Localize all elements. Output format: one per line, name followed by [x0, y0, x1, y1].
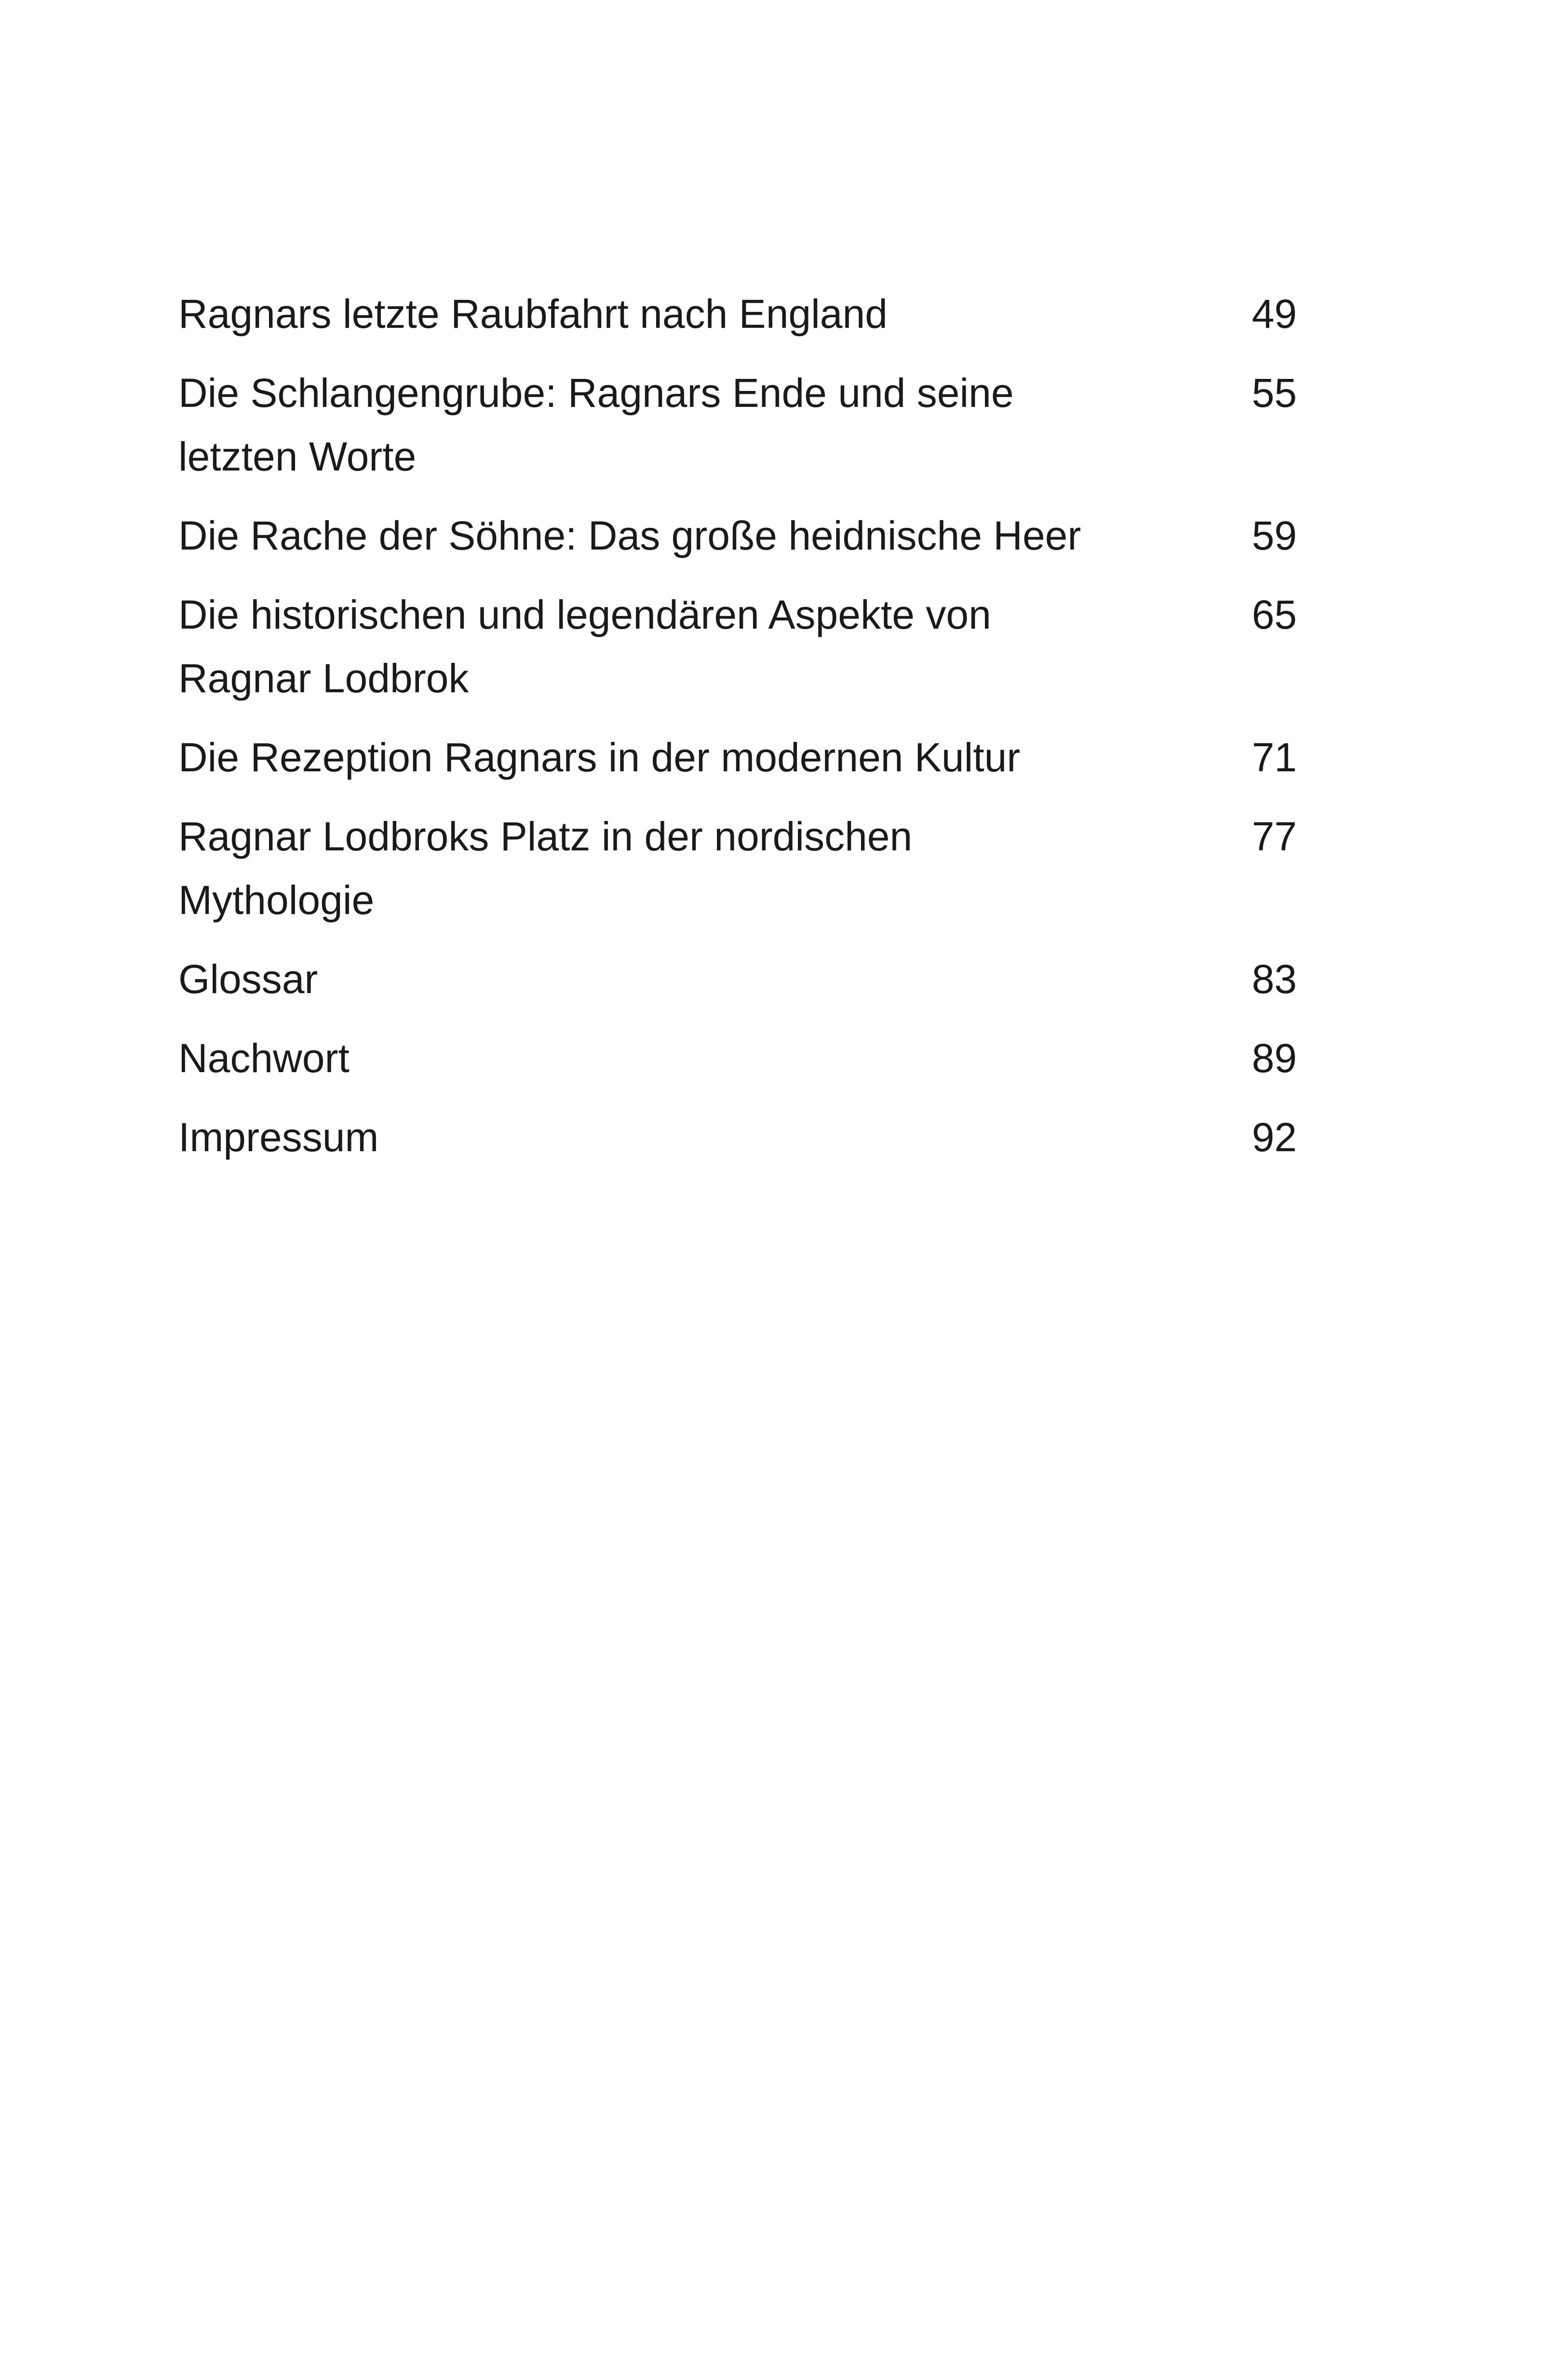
toc-entry-title: Die Schlangengrube: Ragnars Ende und seine letzten Worte	[178, 370, 1014, 479]
toc-entry[interactable]	[178, 504, 1297, 567]
toc-entry-title: Die historischen und legendären Aspekte von Ragnar Lodbrok	[178, 592, 991, 701]
toc-entry-title: Die Rache der Söhne: Das große heidnische Heer	[178, 513, 1081, 558]
toc-entry[interactable]	[178, 1105, 1297, 1169]
toc-entry-page: 59	[1252, 513, 1297, 558]
toc-entry[interactable]	[178, 1026, 1297, 1090]
toc-entry-page: 89	[1252, 1035, 1297, 1081]
toc-entry-title: Nachwort	[178, 1035, 350, 1081]
toc-entry-page: 55	[1252, 370, 1297, 416]
toc-entry-page: 65	[1252, 592, 1297, 637]
toc-entry[interactable]	[178, 805, 1297, 932]
toc-entry[interactable]	[178, 361, 1297, 488]
toc-entry-title: Ragnars letzte Raubfahrt nach England	[178, 291, 888, 336]
toc-entry-page: 77	[1252, 814, 1297, 859]
toc-entry-title: Die Rezeption Ragnars in der modernen Kultur	[178, 735, 1021, 780]
toc-entry[interactable]	[178, 583, 1297, 710]
toc-entry[interactable]	[178, 282, 1297, 346]
toc-entry-page: 92	[1252, 1115, 1297, 1160]
toc-entry[interactable]	[178, 726, 1297, 789]
table-of-contents	[178, 282, 1297, 1184]
toc-entry-title: Ragnar Lodbroks Platz in der nordischen Mythologie	[178, 814, 913, 923]
toc-entry-page: 83	[1252, 956, 1297, 1002]
toc-entry[interactable]	[178, 947, 1297, 1011]
toc-entry-page: 71	[1252, 735, 1297, 780]
toc-entry-page: 49	[1252, 291, 1297, 336]
toc-entry-title: Impressum	[178, 1115, 379, 1160]
toc-entry-title: Glossar	[178, 956, 318, 1002]
